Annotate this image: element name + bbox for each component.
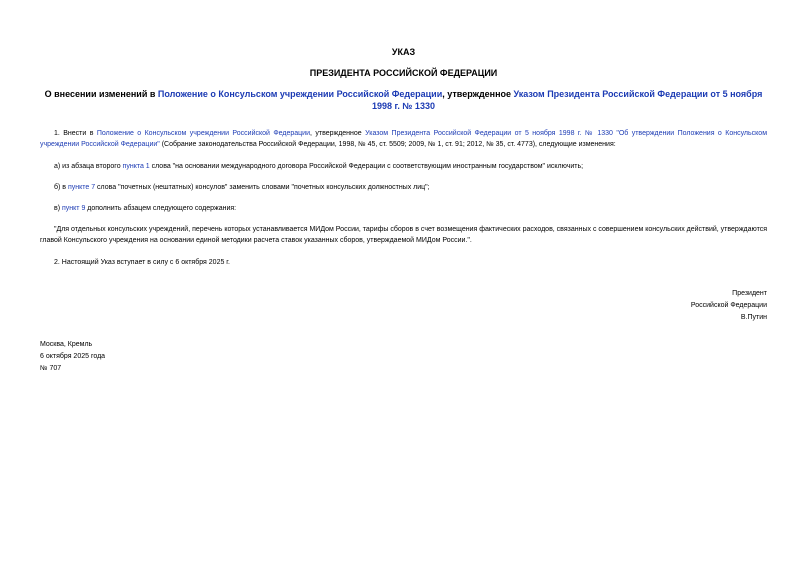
v-prefix: в)	[54, 205, 62, 212]
p1-middle: , утвержденное	[310, 130, 366, 137]
document-kind: УКАЗ	[391, 47, 416, 57]
p1-link-regulation[interactable]: Положение о Консульском учреждении Российской Федерации	[96, 130, 311, 137]
footer-date: 6 октября 2025 года	[40, 353, 106, 360]
paragraph-2: 2. Настоящий Указ вступает в силу с 6 октября 2025 г.	[54, 259, 230, 266]
a-prefix: а) из абзаца второго	[54, 163, 123, 170]
v-suffix: дополнить абзацем следующего содержания:	[85, 205, 237, 212]
a-suffix: слова "на основании международного договора Российской Федерации с соответствующим иностранным государством" исключить;	[149, 163, 584, 170]
footer-block	[40, 339, 105, 375]
title-link-regulation[interactable]: Положение о Консульском учреждении Российской Федерации	[157, 89, 443, 99]
b-suffix: слова "почетных (нештатных) консулов" заменить словами "почетных консульских должностных лиц";	[95, 184, 430, 191]
v-link-point-9[interactable]: пункт 9	[62, 205, 86, 212]
b-link-point-7[interactable]: пункте 7	[67, 184, 96, 191]
signature-block	[691, 288, 767, 324]
subparagraph-a	[54, 161, 583, 172]
title-middle: , утвержденное	[442, 89, 514, 99]
footer-place: Москва, Кремль	[40, 341, 93, 348]
b-prefix: б) в	[54, 184, 68, 191]
p1-prefix: 1. Внести в	[54, 130, 97, 137]
a-link-point-1[interactable]: пункта 1	[122, 163, 150, 170]
document-issuer: ПРЕЗИДЕНТА РОССИЙСКОЙ ФЕДЕРАЦИИ	[309, 68, 498, 78]
title-link-decree[interactable]: Указом Президента Российской Федерации от 5 ноября 1998 г. № 1330	[372, 89, 763, 111]
p1-suffix: (Собрание законодательства Российской Федерации, 1998, № 45, ст. 5509; 2009, № 1, ст. 91; 2012, № 35, ст. 4773), следующие изменения:	[159, 141, 616, 148]
quoted-paragraph: "Для отдельных консульских учреждений, перечень которых устанавливается МИДом России, тарифы сборов в счет возмещения фактических расходов, связанных с совершением консульских действий, утверждаются главой Консульского учреждения на основании единой методики расчета ставок указанных сборов, утверждаемой МИДом России.".	[40, 226, 767, 244]
signature-name: В.Путин	[740, 314, 767, 321]
footer-number: № 707	[40, 365, 62, 372]
subparagraph-v	[54, 203, 236, 214]
subparagraph-b	[54, 182, 430, 193]
document-title	[40, 88, 767, 112]
title-prefix: О внесении изменений в	[44, 89, 158, 99]
signature-title: Президент	[732, 290, 767, 297]
paragraph-1	[40, 128, 767, 150]
p1-link-decree[interactable]: Указом Президента Российской Федерации от 5 ноября 1998 г. № 1330 "Об утверждении Положения о Консульском учреждении Российской Федерации"	[40, 130, 768, 148]
signature-country: Российской Федерации	[690, 302, 767, 309]
